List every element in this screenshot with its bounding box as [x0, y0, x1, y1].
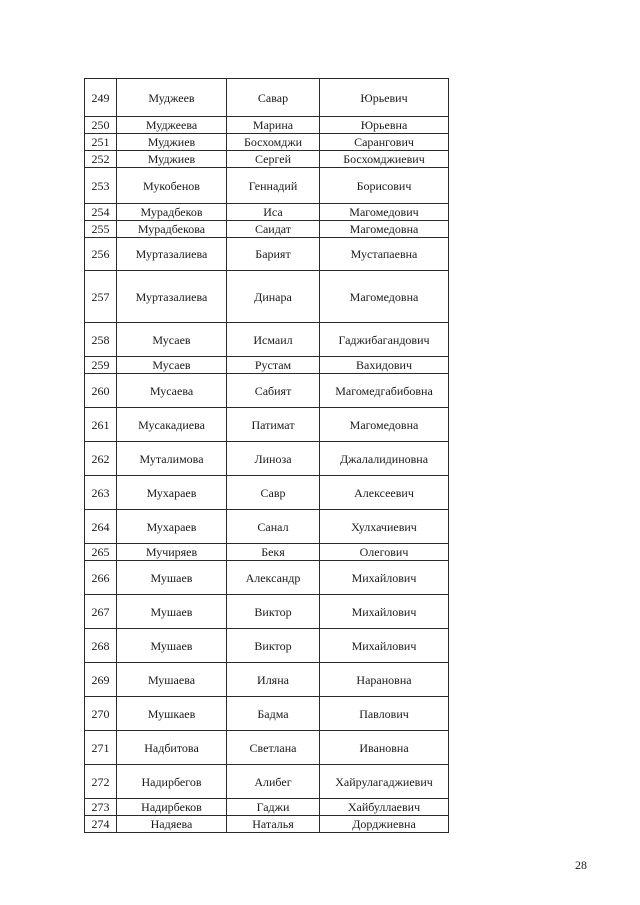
first-name-cell: Саидат	[227, 221, 320, 238]
table-row	[85, 204, 449, 221]
row-number-cell: 272	[85, 765, 117, 799]
patronymic-cell: Михайлович	[320, 595, 449, 629]
last-name-cell: Надирбеков	[117, 799, 227, 816]
table-row	[85, 765, 449, 799]
patronymic-cell: Сарангович	[320, 134, 449, 151]
table-row	[85, 168, 449, 204]
first-name-cell: Геннадий	[227, 168, 320, 204]
last-name-cell: Мушаев	[117, 629, 227, 663]
row-number-cell: 271	[85, 731, 117, 765]
last-name-cell: Мурадбекова	[117, 221, 227, 238]
row-number-cell: 262	[85, 442, 117, 476]
table-row	[85, 510, 449, 544]
first-name-cell: Светлана	[227, 731, 320, 765]
table-row	[85, 117, 449, 134]
patronymic-cell: Алексеевич	[320, 476, 449, 510]
patronymic-cell: Магомедовна	[320, 271, 449, 323]
first-name-cell: Савр	[227, 476, 320, 510]
row-number-cell: 257	[85, 271, 117, 323]
first-name-cell: Марина	[227, 117, 320, 134]
first-name-cell: Виктор	[227, 629, 320, 663]
table-row	[85, 544, 449, 561]
first-name-cell: Иса	[227, 204, 320, 221]
patronymic-cell: Джалалидиновна	[320, 442, 449, 476]
last-name-cell: Муталимова	[117, 442, 227, 476]
table-row	[85, 629, 449, 663]
patronymic-cell: Вахидович	[320, 357, 449, 374]
last-name-cell: Надбитова	[117, 731, 227, 765]
row-number-cell: 252	[85, 151, 117, 168]
table-row	[85, 799, 449, 816]
row-number-cell: 274	[85, 816, 117, 833]
row-number-cell: 265	[85, 544, 117, 561]
row-number-cell: 255	[85, 221, 117, 238]
table-row	[85, 238, 449, 271]
first-name-cell: Савар	[227, 79, 320, 117]
table-row	[85, 816, 449, 833]
table-row	[85, 134, 449, 151]
table-row	[85, 323, 449, 357]
first-name-cell: Алибег	[227, 765, 320, 799]
first-name-cell: Бадма	[227, 697, 320, 731]
patronymic-cell: Босхомджиевич	[320, 151, 449, 168]
first-name-cell: Наталья	[227, 816, 320, 833]
last-name-cell: Мусакадиева	[117, 408, 227, 442]
first-name-cell: Иляна	[227, 663, 320, 697]
first-name-cell: Рустам	[227, 357, 320, 374]
last-name-cell: Мушкаев	[117, 697, 227, 731]
row-number-cell: 260	[85, 374, 117, 408]
last-name-cell: Мушаев	[117, 595, 227, 629]
patronymic-cell: Магомедгабибовна	[320, 374, 449, 408]
patronymic-cell: Павлович	[320, 697, 449, 731]
first-name-cell: Александр	[227, 561, 320, 595]
patronymic-cell: Ивановна	[320, 731, 449, 765]
first-name-cell: Босхомджи	[227, 134, 320, 151]
table-row	[85, 595, 449, 629]
first-name-cell: Сергей	[227, 151, 320, 168]
last-name-cell: Муджеев	[117, 79, 227, 117]
patronymic-cell: Дорджиевна	[320, 816, 449, 833]
patronymic-cell: Хайрулагаджиевич	[320, 765, 449, 799]
last-name-cell: Мушаев	[117, 561, 227, 595]
table-row	[85, 357, 449, 374]
last-name-cell: Муртазалиева	[117, 238, 227, 271]
last-name-cell: Муджеева	[117, 117, 227, 134]
last-name-cell: Мусаев	[117, 323, 227, 357]
table-row	[85, 271, 449, 323]
last-name-cell: Надирбегов	[117, 765, 227, 799]
row-number-cell: 270	[85, 697, 117, 731]
last-name-cell: Мухараев	[117, 510, 227, 544]
patronymic-cell: Магомедовна	[320, 408, 449, 442]
page-number: 28	[575, 858, 587, 872]
first-name-cell: Исмаил	[227, 323, 320, 357]
row-number-cell: 249	[85, 79, 117, 117]
row-number-cell: 266	[85, 561, 117, 595]
last-name-cell: Муртазалиева	[117, 271, 227, 323]
patronymic-cell: Хайбуллаевич	[320, 799, 449, 816]
last-name-cell: Мурадбеков	[117, 204, 227, 221]
last-name-cell: Муджиев	[117, 151, 227, 168]
patronymic-cell: Юрьевна	[320, 117, 449, 134]
patronymic-cell: Михайлович	[320, 561, 449, 595]
last-name-cell: Мусаев	[117, 357, 227, 374]
table-row	[85, 663, 449, 697]
patronymic-cell: Михайлович	[320, 629, 449, 663]
row-number-cell: 256	[85, 238, 117, 271]
last-name-cell: Мусаева	[117, 374, 227, 408]
first-name-cell: Динара	[227, 271, 320, 323]
patronymic-cell: Мустапаевна	[320, 238, 449, 271]
names-table-body	[85, 79, 449, 833]
first-name-cell: Патимат	[227, 408, 320, 442]
row-number-cell: 250	[85, 117, 117, 134]
patronymic-cell: Магомедовна	[320, 221, 449, 238]
table-row	[85, 374, 449, 408]
table-row	[85, 697, 449, 731]
row-number-cell: 261	[85, 408, 117, 442]
last-name-cell: Муджиев	[117, 134, 227, 151]
patronymic-cell: Олегович	[320, 544, 449, 561]
last-name-cell: Мушаева	[117, 663, 227, 697]
row-number-cell: 268	[85, 629, 117, 663]
table-row	[85, 731, 449, 765]
row-number-cell: 263	[85, 476, 117, 510]
first-name-cell: Бекя	[227, 544, 320, 561]
patronymic-cell: Гаджибагандович	[320, 323, 449, 357]
first-name-cell: Виктор	[227, 595, 320, 629]
patronymic-cell: Нарановна	[320, 663, 449, 697]
table-row	[85, 476, 449, 510]
first-name-cell: Линоза	[227, 442, 320, 476]
first-name-cell: Барият	[227, 238, 320, 271]
table-row	[85, 408, 449, 442]
table-row	[85, 442, 449, 476]
row-number-cell: 254	[85, 204, 117, 221]
patronymic-cell: Хулхачиевич	[320, 510, 449, 544]
table-row	[85, 79, 449, 117]
row-number-cell: 273	[85, 799, 117, 816]
patronymic-cell: Юрьевич	[320, 79, 449, 117]
names-table	[84, 78, 449, 833]
row-number-cell: 258	[85, 323, 117, 357]
first-name-cell: Сабият	[227, 374, 320, 408]
row-number-cell: 251	[85, 134, 117, 151]
table-row	[85, 221, 449, 238]
last-name-cell: Мучиряев	[117, 544, 227, 561]
row-number-cell: 253	[85, 168, 117, 204]
last-name-cell: Надяева	[117, 816, 227, 833]
first-name-cell: Санал	[227, 510, 320, 544]
table-row	[85, 561, 449, 595]
last-name-cell: Мукобенов	[117, 168, 227, 204]
row-number-cell: 269	[85, 663, 117, 697]
row-number-cell: 264	[85, 510, 117, 544]
patronymic-cell: Борисович	[320, 168, 449, 204]
row-number-cell: 267	[85, 595, 117, 629]
first-name-cell: Гаджи	[227, 799, 320, 816]
table-row	[85, 151, 449, 168]
last-name-cell: Мухараев	[117, 476, 227, 510]
patronymic-cell: Магомедович	[320, 204, 449, 221]
row-number-cell: 259	[85, 357, 117, 374]
